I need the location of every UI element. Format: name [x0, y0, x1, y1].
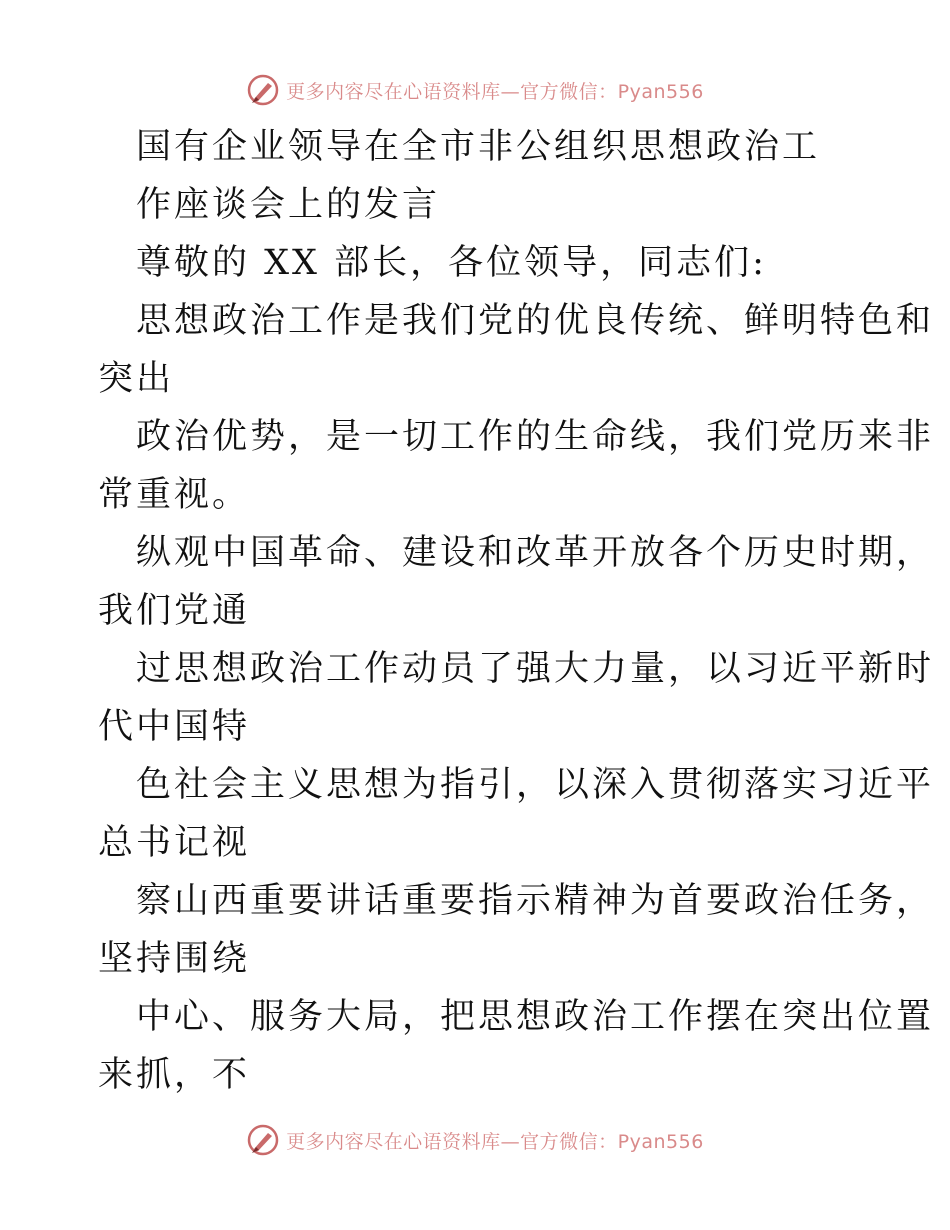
pen-circle-icon — [246, 1123, 280, 1157]
paragraph-line: 总书记视 — [98, 823, 251, 863]
paragraph-line: 色社会主义思想为指引，以深入贯彻落实习近平 — [136, 765, 935, 805]
document-body — [98, 118, 935, 1104]
footer-watermark — [0, 1120, 950, 1160]
paragraph-line: 常重视。 — [98, 475, 251, 515]
salutation: 尊敬的 XX 部长，各位领导，同志们: — [136, 243, 767, 283]
watermark-text: 更多内容尽在心语资料库—官方微信：Pyan556 — [286, 1130, 704, 1153]
pen-circle-icon — [246, 73, 280, 107]
header-watermark — [0, 70, 950, 110]
title-line-2: 作座谈会上的发言 — [136, 185, 441, 225]
paragraph-line: 坚持围绕 — [98, 939, 251, 979]
paragraph-line: 思想政治工作是我们党的优良传统、鲜明特色和 — [136, 301, 935, 341]
paragraph-line: 来抓，不 — [98, 1055, 251, 1095]
paragraph-line: 代中国特 — [98, 707, 251, 747]
paragraph-line: 过思想政治工作动员了强大力量，以习近平新时 — [136, 649, 935, 689]
paragraph-line: 察山西重要讲话重要指示精神为首要政治任务， — [136, 881, 935, 921]
paragraph-line: 中心、服务大局，把思想政治工作摆在突出位置 — [136, 997, 935, 1037]
paragraph-line: 我们党通 — [98, 591, 251, 631]
watermark-text: 更多内容尽在心语资料库—官方微信：Pyan556 — [286, 80, 704, 103]
paragraph-line: 政治优势，是一切工作的生命线，我们党历来非 — [136, 417, 935, 457]
title-line-1: 国有企业领导在全市非公组织思想政治工 — [136, 127, 821, 167]
paragraph-line: 纵观中国革命、建设和改革开放各个历史时期， — [136, 533, 935, 573]
paragraph-line: 突出 — [98, 359, 175, 399]
